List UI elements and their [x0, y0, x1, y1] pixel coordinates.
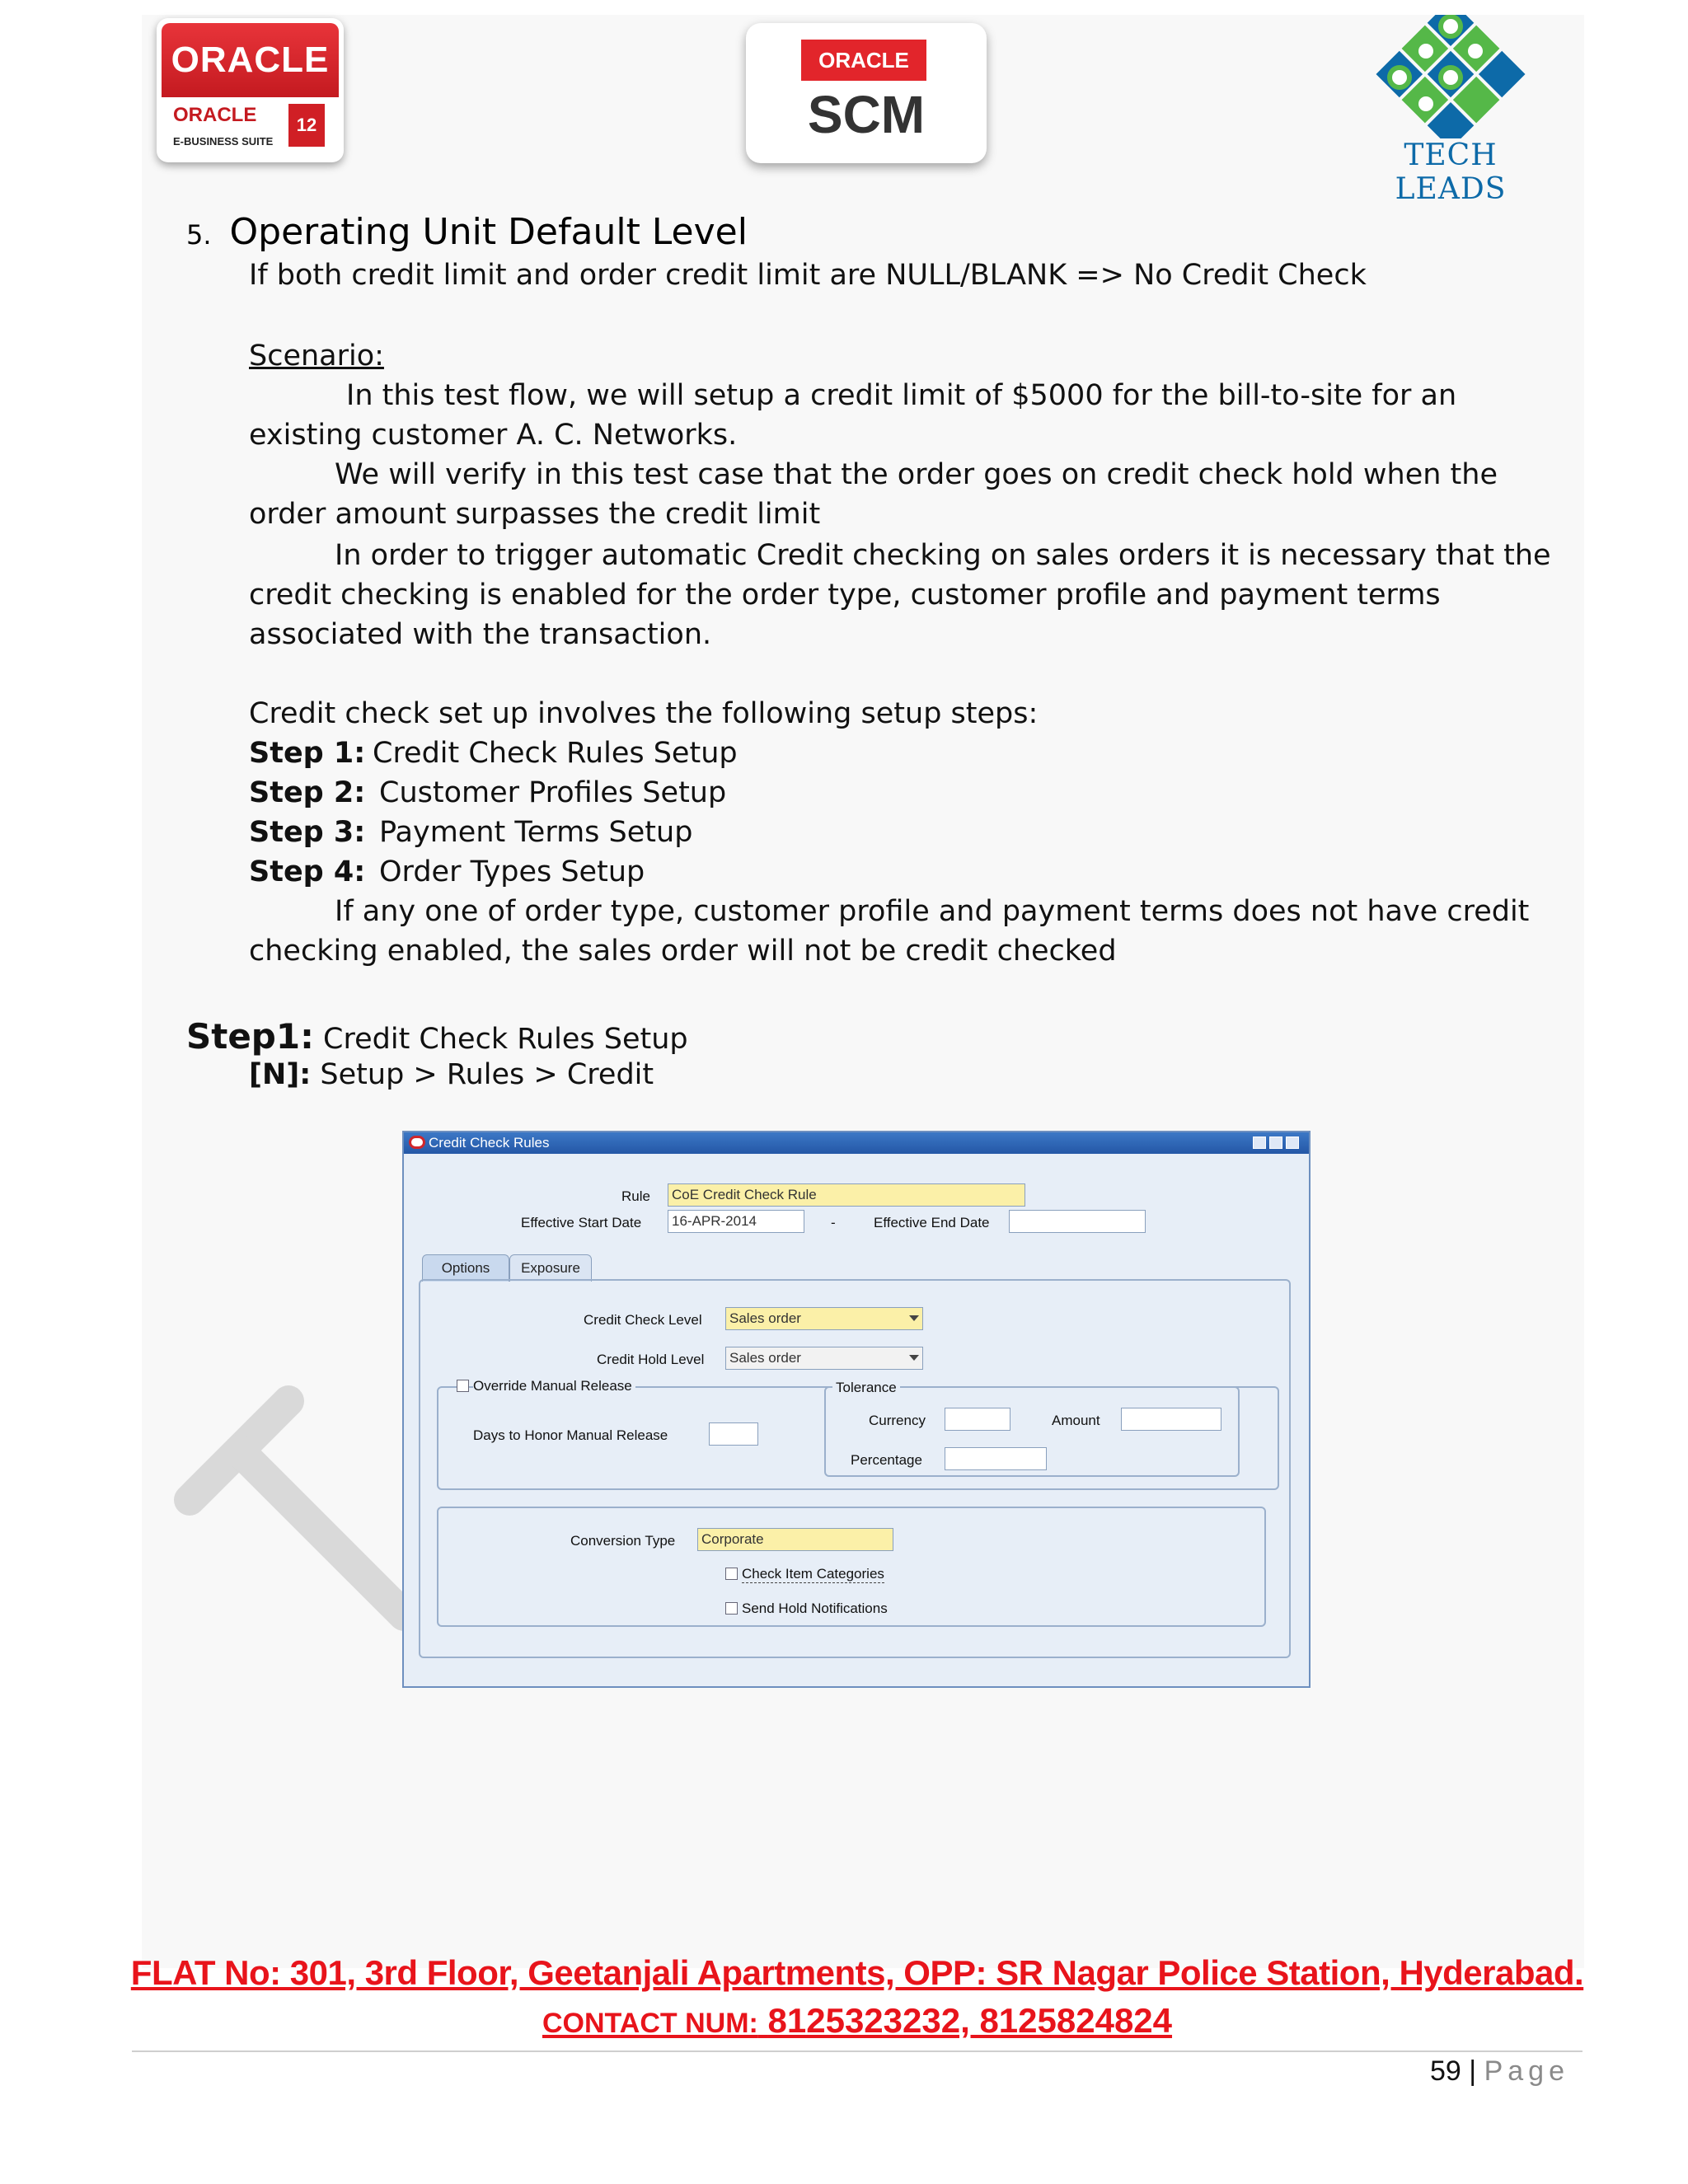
nav-label: [N]: — [249, 1058, 312, 1091]
paragraph-line: In this test flow, we will setup a credit limit of $5000 for the bill-to-site for an — [346, 379, 1457, 412]
check-item-categories-checkbox[interactable] — [725, 1568, 738, 1580]
paragraph-line: order amount surpasses the credit limit — [249, 498, 821, 531]
page-number — [1430, 2055, 1569, 2088]
step1-label: Step1: — [186, 1016, 314, 1057]
oracle-logo-suite: E-BUSINESS SUITE — [173, 135, 274, 148]
conversion-type-field[interactable]: Corporate — [697, 1528, 893, 1551]
scm-logo-badge: ORACLE — [801, 40, 926, 81]
percentage-field[interactable] — [945, 1447, 1047, 1470]
oracle-logo-release: 12 — [288, 104, 325, 147]
section-heading — [186, 213, 748, 255]
tech-leads-emblem-icon — [1360, 15, 1541, 138]
oracle-ebs-logo — [157, 18, 344, 162]
step-text: Customer Profiles Setup — [379, 776, 727, 809]
oracle-logo-word: ORACLE — [162, 23, 339, 97]
tolerance-label: Tolerance — [832, 1380, 900, 1396]
maximize-icon[interactable] — [1269, 1137, 1282, 1149]
note-line: checking enabled, the sales order will not be credit checked — [249, 935, 1117, 968]
footer-address: FLAT No: 301, 3rd Floor, Geetanjali Apartments, OPP: SR Nagar Police Station, Hyderabad. — [130, 1953, 1584, 1992]
tech-leads-name: TECH LEADS — [1395, 138, 1507, 206]
step-label: Step 2: — [249, 776, 366, 809]
step-text: Credit Check Rules Setup — [373, 737, 738, 770]
send-hold-notifications-label: Send Hold Notifications — [742, 1601, 888, 1616]
section-title: Operating Unit Default Level — [229, 211, 748, 253]
note-line: If any one of order type, customer profile and payment terms does not have credit — [335, 895, 1530, 928]
send-hold-notifications-checkbox[interactable] — [725, 1602, 738, 1615]
step-label: Step 1: — [249, 737, 366, 770]
section-number: 5. — [186, 219, 212, 251]
percentage-label: Percentage — [851, 1452, 922, 1468]
conversion-type-label: Conversion Type — [570, 1533, 676, 1549]
footer-divider — [132, 2050, 1582, 2052]
credit-check-level-select[interactable] — [725, 1307, 923, 1330]
contact-numbers: 8125323232, 8125824824 — [767, 2001, 1173, 2040]
minimize-icon[interactable] — [1253, 1137, 1266, 1149]
step-label: Step 4: — [249, 855, 366, 888]
start-date-field[interactable]: 16-APR-2014 — [668, 1210, 804, 1233]
scenario-heading: Scenario: — [249, 340, 384, 373]
currency-label: Currency — [869, 1413, 926, 1428]
window-title: Credit Check Rules — [429, 1135, 550, 1151]
chevron-down-icon — [909, 1355, 919, 1361]
step-text: Order Types Setup — [379, 855, 645, 888]
nav-path: Setup > Rules > Credit — [320, 1058, 654, 1091]
contact-prefix: CONTACT NUM: — [542, 2008, 758, 2039]
credit-hold-level-value: Sales order — [729, 1350, 801, 1366]
paragraph-line: We will verify in this test case that the order goes on credit check hold when the — [335, 458, 1498, 491]
credit-hold-level-select[interactable] — [725, 1347, 923, 1370]
currency-field[interactable] — [945, 1408, 1010, 1431]
tech-leads-logo — [1360, 15, 1541, 206]
navigation-path — [249, 1055, 654, 1094]
credit-hold-level-label: Credit Hold Level — [597, 1352, 705, 1367]
amount-label: Amount — [1052, 1413, 1100, 1428]
footer-contact — [0, 2001, 1688, 2041]
credit-check-rules-window — [402, 1131, 1311, 1688]
rule-label: Rule — [621, 1188, 650, 1204]
oracle-window-icon — [409, 1136, 425, 1149]
step1-text: Credit Check Rules Setup — [323, 1023, 688, 1056]
page-number-value: 59 — [1430, 2055, 1461, 2087]
days-to-honor-label: Days to Honor Manual Release — [473, 1427, 668, 1443]
paragraph-line: In order to trigger automatic Credit checking on sales orders it is necessary that the — [335, 539, 1551, 572]
scm-logo-label: SCM — [807, 85, 926, 144]
override-manual-release-checkbox[interactable] — [457, 1380, 469, 1392]
days-to-honor-field[interactable] — [709, 1422, 758, 1446]
paragraph-line: associated with the transaction. — [249, 618, 712, 651]
step-label: Step 3: — [249, 816, 366, 849]
rule-field[interactable]: CoE Credit Check Rule — [668, 1183, 1025, 1207]
paragraph-line: credit checking is enabled for the order type, customer profile and payment terms — [249, 579, 1441, 612]
step-text: Payment Terms Setup — [379, 816, 693, 849]
paragraph-line: existing customer A. C. Networks. — [249, 419, 738, 452]
window-titlebar — [404, 1132, 1309, 1154]
oracle-scm-logo — [746, 23, 987, 163]
credit-check-level-label: Credit Check Level — [584, 1312, 702, 1328]
end-date-label: Effective End Date — [874, 1215, 990, 1230]
step1-heading — [186, 1017, 688, 1059]
amount-field[interactable] — [1121, 1408, 1221, 1431]
tab-exposure[interactable]: Exposure — [509, 1254, 592, 1282]
setup-intro: Credit check set up involves the following setup steps: — [249, 697, 1039, 730]
check-item-categories-label: Check Item Categories — [742, 1566, 884, 1582]
page-separator: | — [1469, 2055, 1477, 2087]
end-date-field[interactable] — [1009, 1210, 1146, 1233]
chevron-down-icon — [909, 1315, 919, 1321]
page-word: Page — [1484, 2055, 1569, 2087]
oracle-logo-subword: ORACLE — [173, 104, 257, 126]
watermark-logo — [173, 1368, 437, 1640]
close-icon[interactable] — [1286, 1137, 1299, 1149]
override-manual-release-label: Override Manual Release — [473, 1378, 635, 1394]
date-separator: - — [831, 1215, 836, 1230]
tab-options[interactable]: Options — [422, 1254, 509, 1282]
credit-check-level-value: Sales order — [729, 1310, 801, 1326]
rule-line: If both credit limit and order credit limit are NULL/BLANK => No Credit Check — [249, 259, 1367, 292]
start-date-label: Effective Start Date — [521, 1215, 642, 1230]
